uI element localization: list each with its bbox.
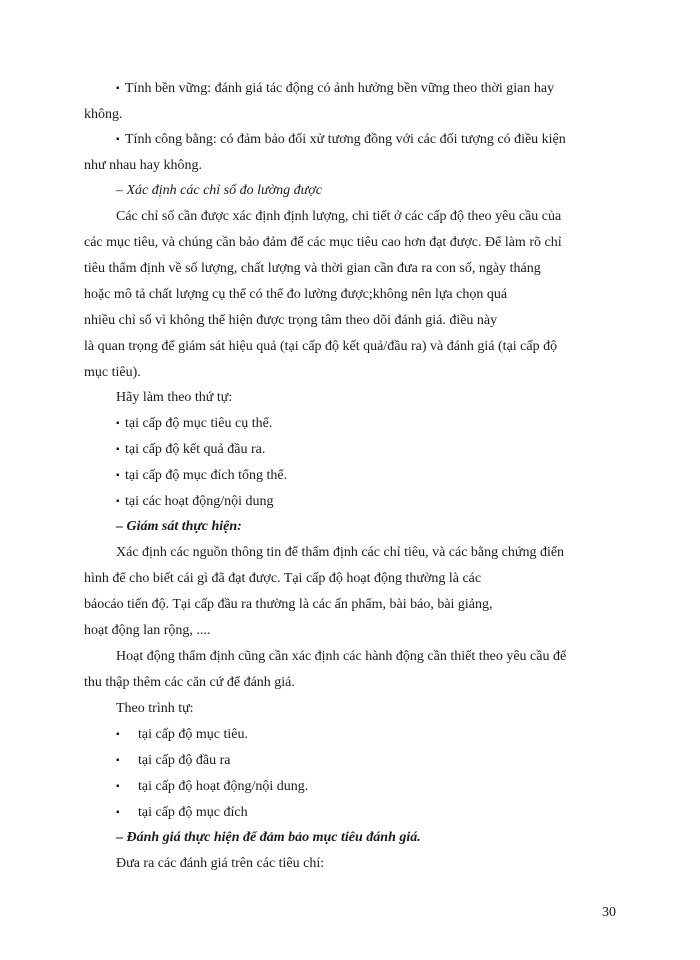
line-text: tại cấp độ mục tiêu cụ thể.: [125, 416, 273, 431]
line-text: báocáo tiến độ. Tại cấp đầu ra thường là các ấn phẩm, bài báo, bài giảng,: [84, 597, 493, 612]
line-text: tại cấp độ hoạt động/nội dung.: [138, 779, 309, 794]
bullet-item: [116, 131, 566, 149]
text-line: [84, 338, 557, 356]
line-text: tại cấp độ mục đích: [138, 805, 248, 820]
line-text: thu thập thêm các căn cứ để đánh giá.: [84, 675, 295, 690]
line-text: như nhau hay không.: [84, 158, 203, 173]
line-text: tại cấp độ kết quả đầu ra.: [125, 442, 266, 457]
bullet-icon: ▪: [116, 418, 120, 429]
page-number: 30: [602, 905, 616, 920]
line-text: hoạt động lan rộng, ....: [84, 623, 211, 638]
line-text: Hoạt động thẩm định cũng cần xác định các hành động cần thiết theo yêu cầu để: [116, 649, 567, 664]
text-line: [84, 260, 541, 278]
line-text: mục tiêu).: [84, 365, 141, 380]
line-text: tại cấp độ mục đích tổng thể.: [125, 468, 288, 483]
text-line: [84, 312, 497, 330]
line-text: – Xác định các chỉ số đo lường được: [116, 183, 322, 198]
text-line: [116, 208, 561, 226]
bullet-icon: ▪: [116, 496, 120, 507]
bullet-icon: ▪: [116, 470, 120, 481]
line-text: nhiều chỉ số vì không thể hiện được trọng tâm theo dõi đánh giá. điều này: [84, 313, 498, 328]
line-text: các mục tiêu, và chúng cần bảo đảm để các mục tiêu cao hơn đạt được. Để làm rõ chỉ: [84, 235, 562, 250]
line-text: tại cấp độ đầu ra: [138, 753, 231, 768]
bullet-item: [116, 415, 272, 433]
bullet-item: [116, 467, 287, 485]
text-line: [116, 700, 194, 718]
bullet-icon: ▪: [116, 729, 120, 740]
section-heading: [116, 518, 242, 536]
line-text: Hãy làm theo thứ tự:: [116, 390, 233, 405]
line-text: Tính công bằng: có đảm bảo đối xử tương đồng với các đối tượng có điều kiện: [125, 132, 566, 147]
text-line: [84, 286, 507, 304]
bullet-icon: ▪: [116, 755, 120, 766]
text-line: [116, 855, 324, 873]
text-line: [116, 544, 564, 562]
bullet-icon: ▪: [116, 807, 120, 818]
text-line: [116, 389, 232, 407]
line-text: là quan trọng để giám sát hiệu quả (tại cấp độ kết quả/đầu ra) và đánh giá (tại cấp độ: [84, 339, 558, 354]
text-line: [84, 622, 210, 640]
bullet-item: [116, 726, 248, 744]
text-line: [84, 106, 123, 124]
line-text: hoặc mô tả chất lượng cụ thể có thể đo lường được;không nên lựa chọn quá: [84, 287, 508, 302]
line-text: Tính bền vững: đánh giá tác động có ảnh hưởng bền vững theo thời gian hay: [125, 81, 555, 96]
bullet-item: [116, 804, 248, 822]
text-line: [84, 157, 202, 175]
bullet-item: [116, 778, 308, 796]
line-text: không.: [84, 107, 123, 122]
bullet-icon: ▪: [116, 83, 120, 94]
line-text: tiêu thẩm định về số lượng, chất lượng và thời gian cần đưa ra con số, ngày tháng: [84, 261, 541, 276]
text-line: [116, 648, 566, 666]
line-text: – Đánh giá thực hiện để đảm bảo mục tiêu đánh giá.: [116, 830, 421, 845]
text-line: [84, 674, 295, 692]
bullet-icon: ▪: [116, 781, 120, 792]
bullet-icon: ▪: [116, 444, 120, 455]
section-heading: [116, 829, 421, 847]
line-text: Đưa ra các đánh giá trên các tiêu chí:: [116, 856, 325, 871]
text-line: [84, 234, 562, 252]
section-heading: [116, 182, 322, 200]
bullet-icon: ▪: [116, 134, 120, 145]
bullet-item: [116, 493, 274, 511]
bullet-item: [116, 80, 554, 98]
text-line: [84, 596, 493, 614]
line-text: hình để cho biết cái gì đã đạt được. Tại cấp độ hoạt động thường là các: [84, 571, 482, 586]
line-text: – Giám sát thực hiện:: [116, 519, 242, 534]
line-text: Các chỉ số cần được xác định định lượng, chi tiết ở các cấp độ theo yêu cầu của: [116, 209, 562, 224]
line-text: tại các hoạt động/nội dung: [125, 494, 274, 509]
line-text: Xác định các nguồn thông tin để thẩm định các chỉ tiêu, và các bằng chứng điển: [116, 545, 565, 560]
text-line: [84, 364, 141, 382]
bullet-item: [116, 441, 265, 459]
text-line: [84, 570, 481, 588]
line-text: Theo trình tự:: [116, 701, 194, 716]
bullet-item: [116, 752, 231, 770]
line-text: tại cấp độ mục tiêu.: [138, 727, 249, 742]
